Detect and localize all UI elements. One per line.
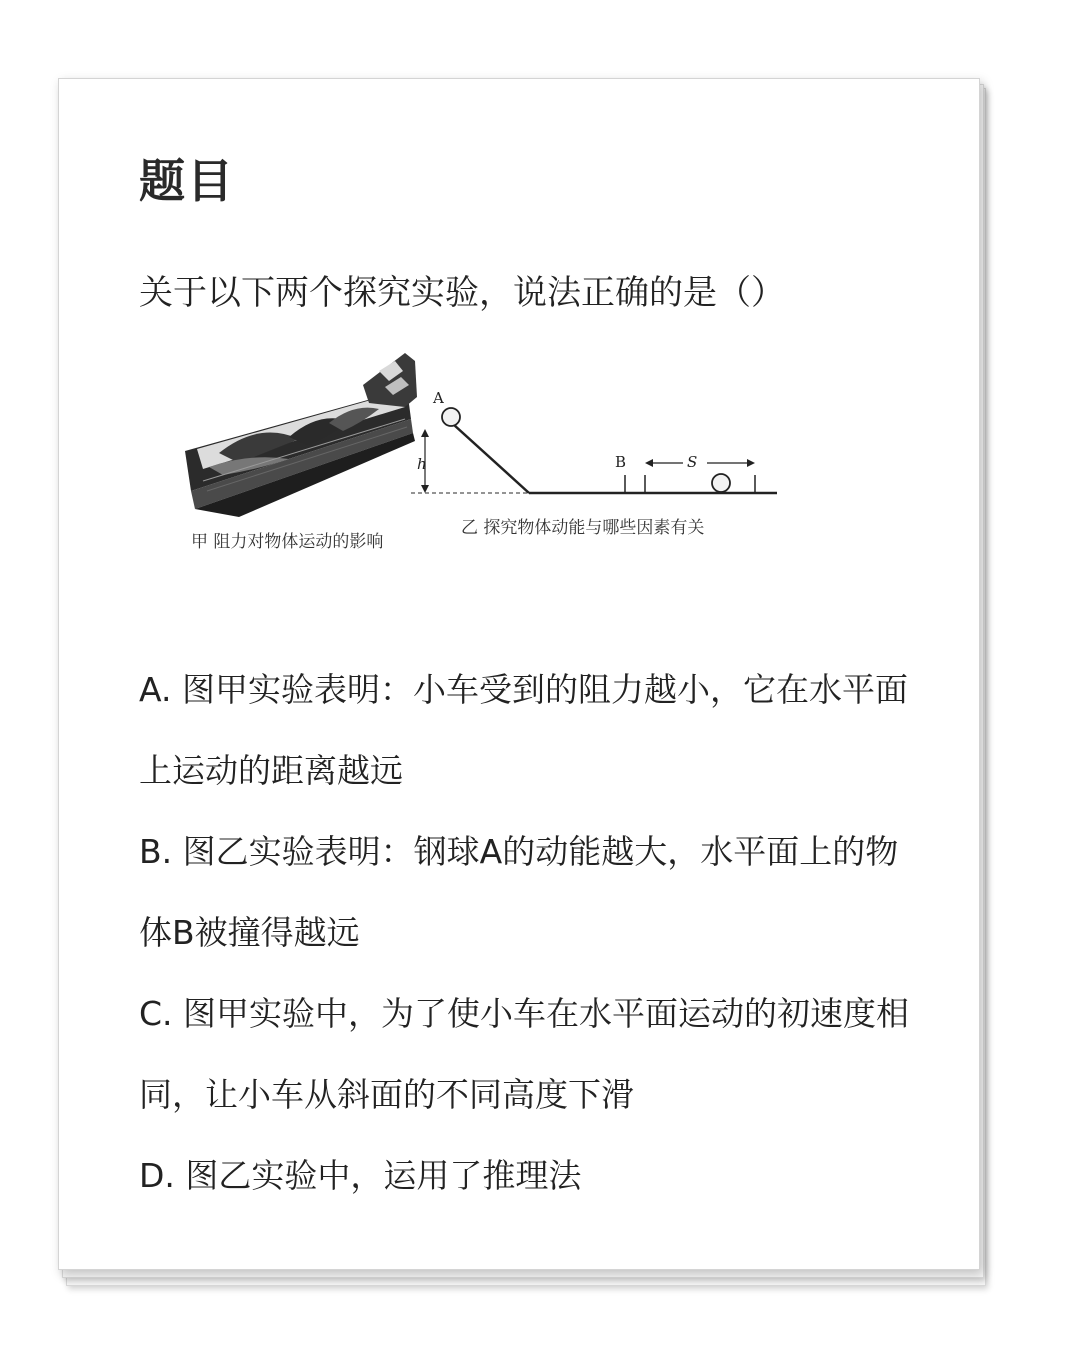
label-h: h: [417, 455, 427, 473]
incline-ball-diagram: [411, 408, 777, 493]
option-b[interactable]: B. 图乙实验表明：钢球A的动能越大，水平面上的物体B被撞得越远: [139, 832, 899, 952]
label-s: S: [687, 453, 698, 471]
ramp-track-illustration: [185, 353, 417, 517]
figure-right-caption: 乙 探究物体动能与哪些因素有关: [461, 518, 705, 538]
figure-left-caption: 甲 阻力对物体运动的影响: [191, 532, 384, 552]
label-b: B: [615, 453, 627, 471]
question-card: [58, 78, 980, 1270]
question-stem: 关于以下两个探究实验，说法正确的是（）: [139, 273, 785, 313]
option-a[interactable]: A. 图甲实验表明：小车受到的阻力越小，它在水平面上运动的距离越远: [139, 670, 908, 790]
label-a: A: [433, 389, 444, 407]
option-d[interactable]: D. 图乙实验中，运用了推理法: [139, 1156, 582, 1195]
page-title: 题目: [139, 154, 235, 208]
experiment-figure: [179, 341, 859, 561]
answer-options: [139, 649, 919, 1216]
option-c[interactable]: C. 图甲实验中，为了使小车在水平面运动的初速度相同，让小车从斜面的不同高度下滑: [139, 994, 910, 1114]
